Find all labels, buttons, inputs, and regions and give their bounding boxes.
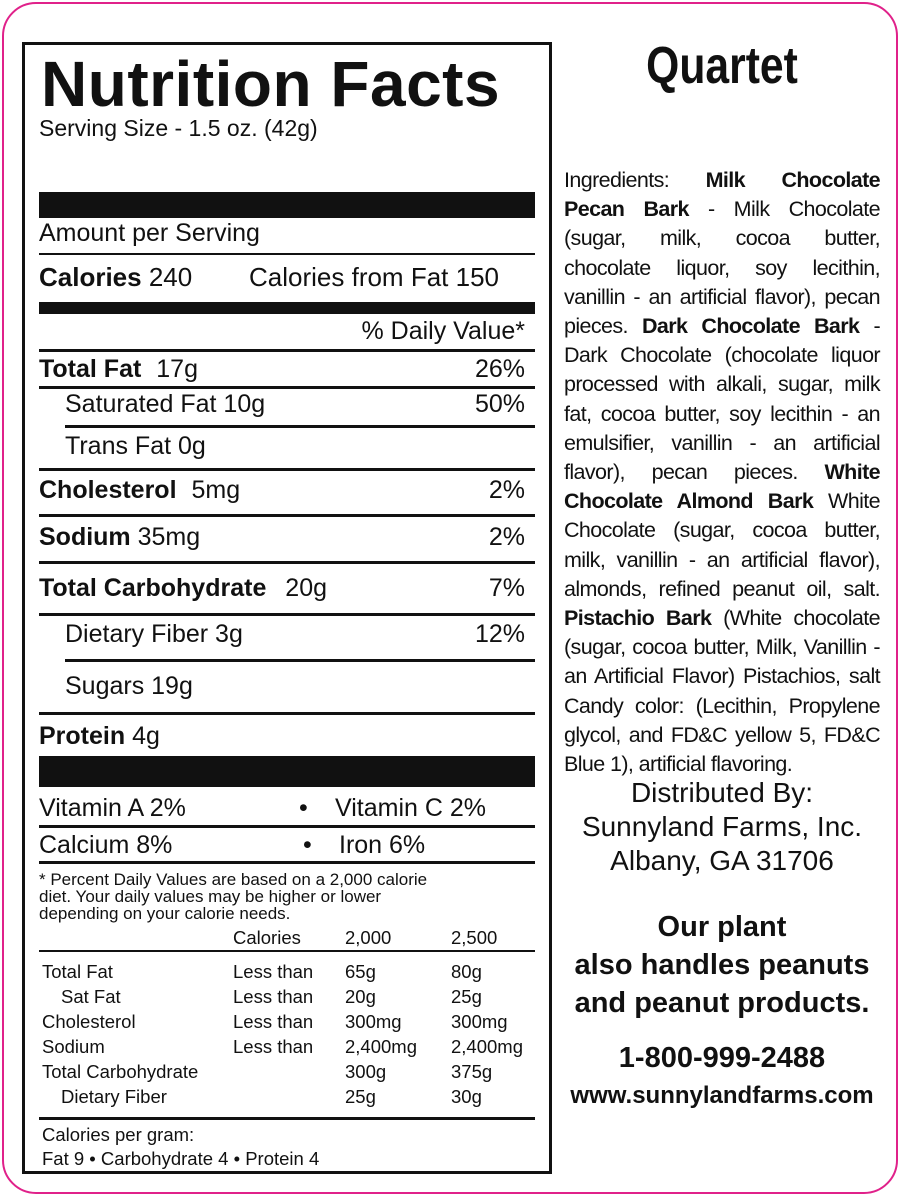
dv-table-cell: 20g <box>345 986 376 1007</box>
bullet: • <box>303 831 312 859</box>
dv-table-cell: 30g <box>451 1086 482 1107</box>
calories-per-gram-label: Calories per gram: <box>42 1124 195 1145</box>
total-fat-label: Total Fat <box>39 355 142 383</box>
amount-per-serving: Amount per Serving <box>39 219 260 247</box>
dv-table-cell: 2,400mg <box>345 1036 417 1057</box>
dv-table-cell: Dietary Fiber <box>61 1086 167 1107</box>
medium-divider <box>39 302 535 314</box>
sodium-label: Sodium <box>39 523 131 551</box>
divider <box>39 514 535 517</box>
allergen-line: and peanut products. <box>574 987 870 1019</box>
total-fat-amount: 17g <box>156 355 198 383</box>
trans-fat-label: Trans Fat 0g <box>65 432 206 460</box>
dark-bark-name: Dark Chocolate Bark <box>641 314 860 339</box>
divider <box>39 561 535 564</box>
calories-label: Calories <box>39 262 142 292</box>
white-bark-name: White Chocolate Almond Bark <box>564 460 880 514</box>
divider <box>39 861 535 864</box>
cholesterol-row <box>39 476 240 505</box>
dv-table-cell: Sat Fat <box>61 986 121 1007</box>
distributor-label: Distributed By: <box>630 777 814 808</box>
dv-table-cell: Cholesterol <box>42 1011 136 1032</box>
white-bark-text: White Chocolate (sugar, cocoa butter, milk, vanillin - an artificial flavor), almonds, refined peanut oil, salt. <box>564 489 880 601</box>
divider <box>39 468 535 471</box>
nutrition-title: Nutrition Facts <box>41 48 501 120</box>
divider <box>39 712 535 715</box>
distributor-block <box>564 776 880 878</box>
dv-table-cell: 300g <box>345 1061 387 1082</box>
divider <box>39 613 535 616</box>
vitamin-c: Vitamin C 2% <box>335 794 486 822</box>
dv-table-cell: Less than <box>233 986 314 1007</box>
total-fat-dv: 26% <box>474 355 525 383</box>
total-fat-row <box>39 355 198 384</box>
divider <box>39 825 535 828</box>
ingredients-intro: Ingredients: <box>564 168 706 192</box>
divider <box>39 950 535 952</box>
calories-from-fat: Calories from Fat 150 <box>249 262 499 292</box>
pistachio-bark-text: (White chocolate (sugar, cocoa butter, Milk, Vanillin - an Artificial Flavor) Pistachios, salt Candy color: (Lecithin, Propylene glycol, and FD&C yellow 5, FD&C Blue 1), artificial flavoring. <box>564 606 880 777</box>
protein-row <box>39 722 160 751</box>
divider <box>39 349 535 352</box>
milk-bark-text: - Milk Chocolate (sugar, milk, cocoa butter, chocolate liquor, soy lecithin, vanillin - an artificial flavor), pecan pieces. <box>564 197 880 339</box>
dv-table-cell: 2,400mg <box>451 1036 523 1057</box>
calories-row <box>39 262 192 293</box>
total-carb-amount: 20g <box>285 574 328 602</box>
saturated-fat-dv: 50% <box>474 390 525 418</box>
divider <box>39 386 535 389</box>
allergen-line: also handles peanuts <box>574 949 870 981</box>
sodium-row <box>39 523 200 552</box>
calories-value: 240 <box>148 262 193 292</box>
serving-size: Serving Size - 1.5 oz. (42g) <box>39 115 318 141</box>
total-carb-dv: 7% <box>488 574 525 602</box>
dv-table-header: 2,000 <box>345 927 392 948</box>
dv-table-cell: 25g <box>451 986 482 1007</box>
bullet: • <box>299 794 308 822</box>
saturated-fat-label: Saturated Fat 10g <box>65 390 266 418</box>
dv-table-cell: 65g <box>345 961 376 982</box>
footnote-line: diet. Your daily values may be higher or lower <box>39 887 382 906</box>
dv-table-cell: Less than <box>233 1011 314 1032</box>
cholesterol-label: Cholesterol <box>39 476 177 504</box>
divider <box>39 253 535 255</box>
website-link[interactable]: www.sunnylandfarms.com <box>570 1082 874 1109</box>
dv-table-header: 2,500 <box>451 927 498 948</box>
allergen-statement <box>564 908 880 1022</box>
nutrition-facts-panel <box>22 42 552 1174</box>
distributor-address: Albany, GA 31706 <box>610 845 834 876</box>
dv-table-cell: 80g <box>451 961 482 982</box>
dv-table-cell: 25g <box>345 1086 376 1107</box>
dv-table-cell: 300mg <box>345 1011 402 1032</box>
footnote-line: depending on your calorie needs. <box>39 904 291 923</box>
allergen-line: Our plant <box>657 911 787 943</box>
cholesterol-amount: 5mg <box>191 476 241 504</box>
divider <box>65 425 535 428</box>
thick-divider <box>39 192 535 218</box>
dv-table-cell: 300mg <box>451 1011 508 1032</box>
calories-per-gram-values: Fat 9 • Carbohydrate 4 • Protein 4 <box>42 1148 320 1169</box>
product-name: Quartet <box>646 37 798 95</box>
dv-table-cell: 375g <box>451 1061 493 1082</box>
fiber-label: Dietary Fiber 3g <box>65 620 243 648</box>
dv-table-cell: Total Carbohydrate <box>42 1061 199 1082</box>
total-carb-row <box>39 574 327 603</box>
dark-bark-text: - Dark Chocolate (chocolate liquor processed with alkali, sugar, milk fat, cocoa butter, soy lecithin - an emulsifier, vanillin - an artificial flavor), pecan pieces. <box>564 314 881 485</box>
pistachio-bark-name: Pistachio Bark <box>564 606 712 631</box>
total-carb-label: Total Carbohydrate <box>39 574 267 602</box>
thick-divider <box>39 756 535 787</box>
sodium-dv: 2% <box>488 523 525 551</box>
cholesterol-dv: 2% <box>488 476 525 504</box>
dv-table-cell: Less than <box>233 961 314 982</box>
calcium: Calcium 8% <box>39 831 173 859</box>
distributor-company: Sunnyland Farms, Inc. <box>581 811 863 842</box>
milk-bark-name: Milk Chocolate Pecan Bark <box>564 168 880 222</box>
phone-number: 1-800-999-2488 <box>618 1042 826 1074</box>
dv-table-cell: Sodium <box>42 1036 105 1057</box>
fiber-dv: 12% <box>474 620 525 648</box>
dv-table-cell: Less than <box>233 1036 314 1057</box>
divider <box>39 1117 535 1120</box>
daily-value-header: % Daily Value* <box>361 317 525 345</box>
sodium-amount: 35mg <box>137 523 201 551</box>
vitamin-a: Vitamin A 2% <box>39 794 186 822</box>
sugars-label: Sugars 19g <box>65 672 193 700</box>
ingredients-text <box>564 166 880 779</box>
iron: Iron 6% <box>339 831 426 859</box>
protein-amount: 4g <box>132 722 160 750</box>
footnote-line: * Percent Daily Values are based on a 2,000 calorie <box>39 870 428 889</box>
divider <box>65 659 535 662</box>
protein-label: Protein <box>39 722 126 750</box>
dv-table-header: Calories <box>233 927 301 948</box>
dv-table-cell: Total Fat <box>42 961 113 982</box>
